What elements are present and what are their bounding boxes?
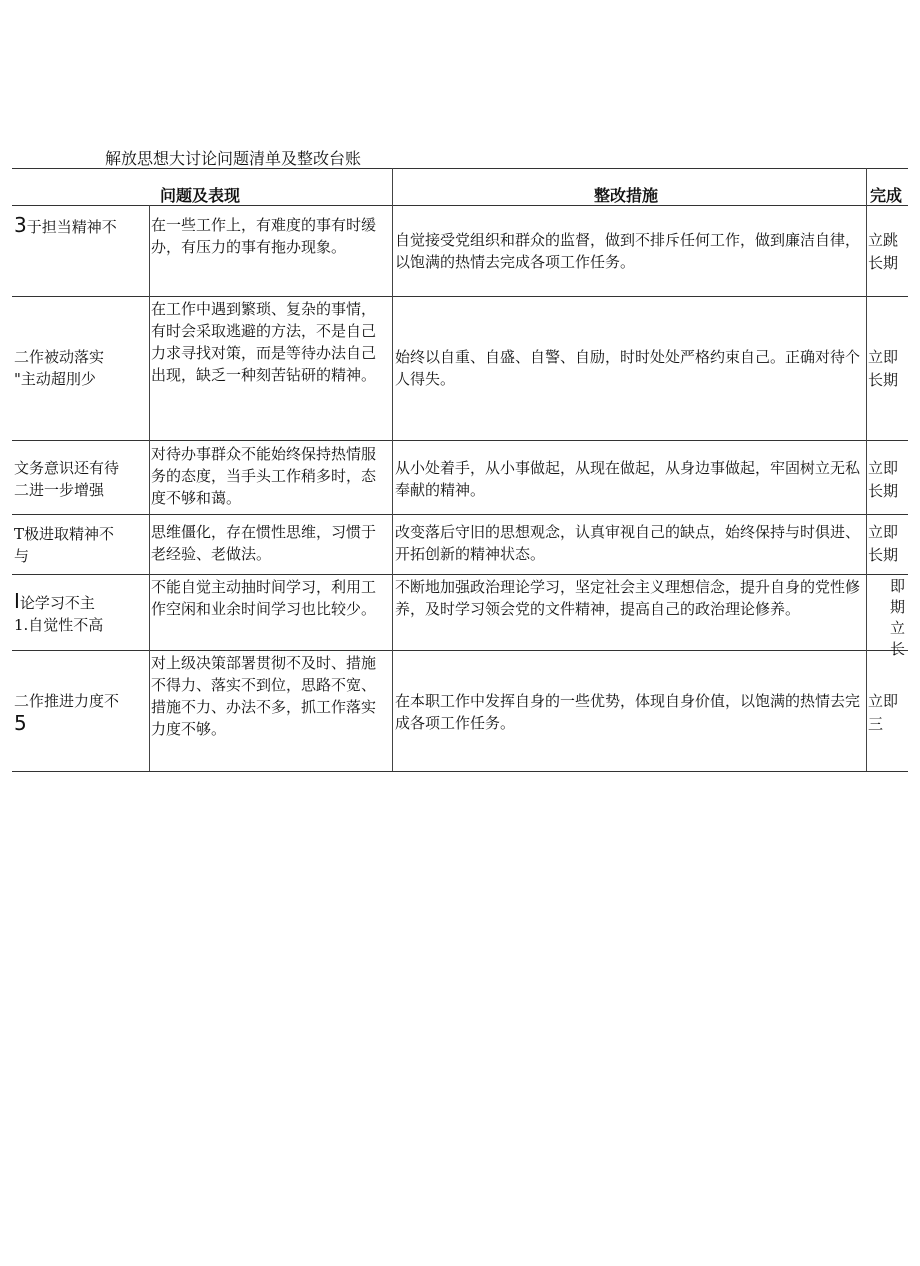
row-4-problem: 思维僵化，存在惯性思维，习惯于老经验、老做法。 — [151, 523, 377, 563]
header-completion: 完成 — [870, 186, 903, 205]
row-divider — [12, 296, 908, 297]
row-1-measure: 自觉接受党组织和群众的监督，做到不排斥任何工作，做到廉洁自律，以饱满的热情去完成各项工作任务。 — [395, 231, 861, 271]
row-3-problem: 对待办事群众不能始终保持热情服务的态度，当手头工作稍多时，态度不够和蔼。 — [151, 445, 377, 507]
row-5-measure: 不断地加强政治理论学习，坚定社会主义理想信念，提升自身的党性修养，及时学习领会党的文件精神，提高自己的政治理论修养。 — [395, 578, 861, 618]
row-2-measure: 始终以自重、自盛、自警、自励，时时处处严格约束自己。正确对待个人得失。 — [395, 348, 861, 388]
row-4-category: T极进取精神不 与 — [14, 525, 115, 565]
row-6-category-text: 二作推进力度不 — [14, 692, 120, 710]
row-6-category-tail: 5 — [14, 711, 27, 735]
row-1-category-lead: 3 — [14, 214, 27, 237]
header-bottom-border — [12, 205, 908, 206]
row-1-category — [14, 214, 148, 238]
row-4-measure: 改变落后守旧的思想观念，认真审视自己的缺点，始终保持与时俱进、开拓创新的精神状态。 — [395, 523, 861, 563]
table-top-border — [12, 168, 908, 169]
header-measures: 整改措施 — [594, 186, 659, 205]
row-4-status: 立即 长期 — [868, 523, 899, 564]
row-6-measure: 在本职工作中发挥自身的一些优势，体现自身价值，以饱满的热情去完成各项工作任务。 — [395, 692, 861, 732]
row-3-status: 立即 长期 — [868, 459, 899, 500]
row-2-problem: 在工作中遇到繁琐、复杂的事情，有时会采取逃避的方法，不是自己力求寻找对策，而是等待办法自己出现，缺乏一种刻苦钻研的精神。 — [151, 300, 377, 384]
row-1-category-text: 于担当精神不 — [26, 218, 117, 236]
row-2-status: 立即 长期 — [868, 348, 899, 389]
row-3-category: 文务意识还有待 二进一步增强 — [14, 459, 120, 499]
row-5-problem: 不能自觉主动抽时间学习，利用工作空闲和业余时间学习也比较少。 — [151, 578, 377, 618]
row-2-category: 二作被动落实 "主动超刖少 — [14, 348, 105, 388]
row-divider — [12, 574, 908, 575]
row-6-status: 立即 三 — [868, 692, 899, 733]
row-5-category — [14, 590, 148, 636]
row-5-status: 即 期 立 长 — [890, 577, 906, 658]
row-divider — [12, 514, 908, 515]
row-5-category-text: 论学习不主 1.自觉性不高 — [14, 594, 104, 634]
row-divider — [12, 440, 908, 441]
row-1-problem: 在一些工作上，有难度的事有时缓办，有压力的事有拖办现象。 — [151, 216, 377, 256]
row-divider — [12, 650, 908, 651]
column-divider — [866, 168, 867, 771]
row-6-problem: 对上级决策部署贯彻不及时、措施不得力、落实不到位，思路不宽、措施不力、办法不多，抓工作落实力度不够。 — [151, 654, 377, 738]
header-problem: 问题及表现 — [160, 186, 241, 205]
row-5-category-lead: I — [14, 590, 20, 613]
column-divider — [149, 205, 150, 771]
row-6-category — [14, 690, 148, 736]
table-bottom-border — [12, 771, 908, 772]
document-title: 解放思想大讨论问题清单及整改台账 — [105, 149, 362, 168]
column-divider — [392, 168, 393, 771]
row-1-status: 立跳 长期 — [868, 231, 899, 272]
row-3-measure: 从小处着手，从小事做起，从现在做起，从身边事做起，牢固树立无私奉献的精神。 — [395, 459, 861, 499]
